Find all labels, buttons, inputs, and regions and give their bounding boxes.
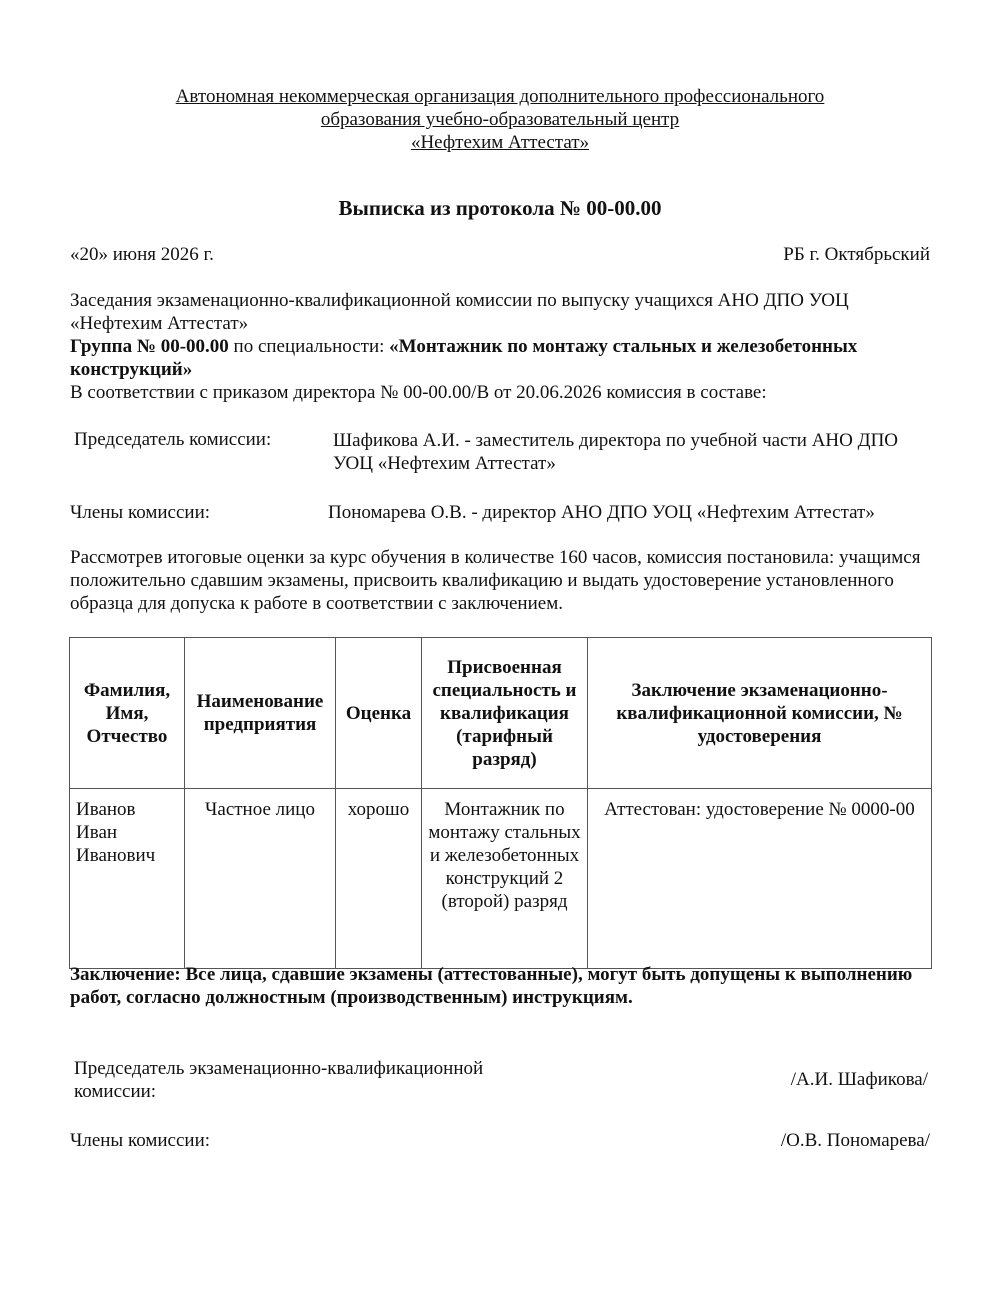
intro-block	[70, 289, 930, 404]
table-row	[70, 789, 932, 969]
cell-company: Частное лицо	[185, 789, 336, 969]
members-label: Члены комиссии:	[70, 502, 211, 523]
chair-value: Шафикова А.И. - заместитель директора по учебной части АНО ДПО УОЦ «Нефтехим Аттестат»	[333, 430, 899, 474]
document-title: Выписка из протокола № 00-00.00	[338, 196, 662, 220]
column-header-conclusion: Заключение экзаменационно-квалификационной комиссии, № удостоверения	[588, 638, 932, 789]
members-value: Пономарева О.В. - директор АНО ДПО УОЦ «Нефтехим Аттестат»	[328, 502, 875, 523]
column-header-company: Наименование предприятия	[185, 638, 336, 789]
signature-members-name: /О.В. Пономарева/	[780, 1130, 930, 1151]
cell-qualification: Монтажник по монтажу стальных и железобетонных конструкций 2 (второй) разряд	[422, 789, 588, 969]
cell-name: Иванов Иван Иванович	[70, 789, 185, 969]
group-line	[70, 335, 930, 381]
conclusion-text: Заключение: Все лица, сдавшие экзамены (аттестованные), могут быть допущены к выполнению работ, согласно должностным (производственным) инструкциям.	[70, 964, 913, 1008]
resolution-text: Рассмотрев итоговые оценки за курс обучения в количестве 160 часов, комиссия постановила: учащимся положительно сдавшим экзамены, присвоить квалификацию и выдать удостоверение установленного образца для допуска к работе в соответствии с заключением.	[70, 547, 921, 614]
signature-members-label: Члены комиссии:	[70, 1130, 211, 1151]
column-header-name: Фамилия, Имя, Отчество	[70, 638, 185, 789]
document-city: РБ г. Октябрьский	[783, 244, 930, 265]
results-table	[69, 637, 932, 969]
chair-label: Председатель комиссии:	[74, 429, 272, 450]
cell-grade: хорошо	[336, 789, 422, 969]
document-date: «20» июня 2026 г.	[70, 244, 214, 265]
order-text: В соответствии с приказом директора № 00-00.00/В от 20.06.2026 комиссия в составе:	[70, 382, 767, 403]
org-line-1: Автономная некоммерческая организация дополнительного профессионального	[175, 86, 825, 107]
specialty-prefix: по специальности:	[228, 336, 390, 357]
org-line-2: образования учебно-образовательный центр	[320, 109, 680, 130]
meeting-text: Заседания экзаменационно-квалификационной комиссии по выпуску учащихся АНО ДПО УОЦ «Нефтехим Аттестат»	[70, 290, 849, 334]
specialty-name: «Монтажник по монтажу стальных и железобетонных конструкций»	[70, 336, 858, 380]
group-label: Группа № 00-00.00	[70, 336, 229, 357]
column-header-qualification: Присвоенная специальность и квалификация (тарифный разряд)	[422, 638, 588, 789]
org-line-3: «Нефтехим Аттестат»	[410, 132, 590, 153]
signature-chair-name: /А.И. Шафикова/	[790, 1069, 928, 1090]
signature-chair-label: Председатель экзаменационно-квалификационной комиссии:	[74, 1058, 484, 1102]
cell-conclusion: Аттестован: удостоверение № 0000-00	[588, 789, 932, 969]
table-header-row	[70, 638, 932, 789]
column-header-grade: Оценка	[336, 638, 422, 789]
organization-header	[0, 85, 1000, 154]
